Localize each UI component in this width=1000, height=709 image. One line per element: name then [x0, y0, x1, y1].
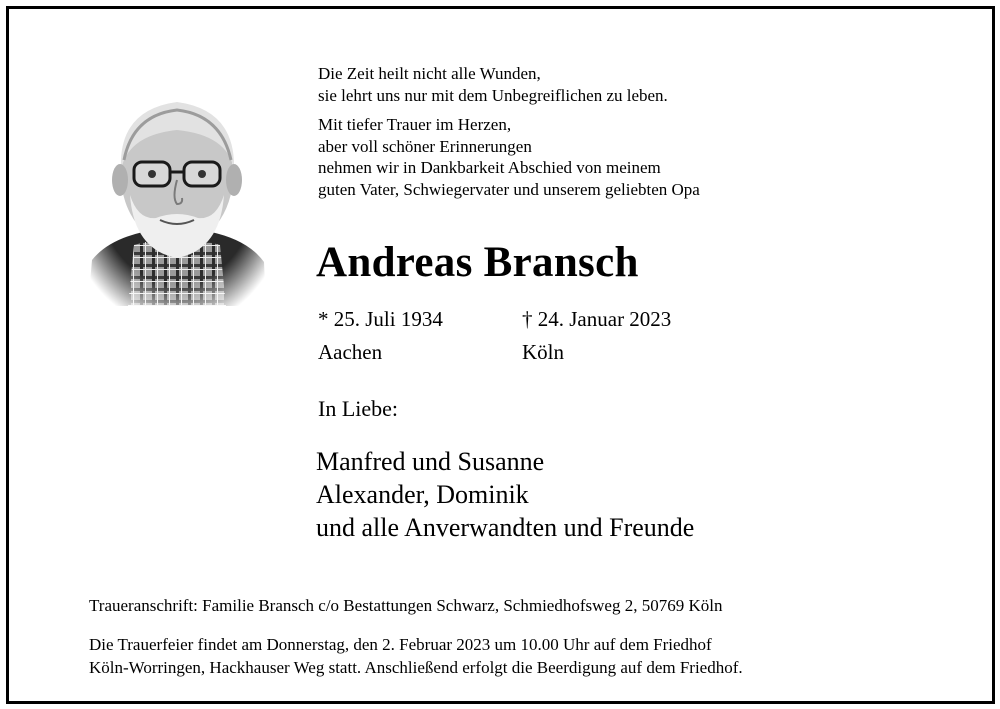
ceremony-line: Köln-Worringen, Hackhauser Weg statt. Anschließend erfolgt die Beerdigung auf dem Friedhof. [89, 658, 743, 677]
poem-line: aber voll schöner Erinnerungen [318, 136, 532, 156]
mourners-label: In Liebe: [318, 396, 399, 421]
mourner-line: und alle Anverwandten und Freunde [316, 513, 695, 542]
memorial-poem [318, 63, 700, 200]
places-row [318, 336, 671, 369]
death-date: † 24. Januar 2023 [522, 307, 672, 331]
poem-stanza-2 [318, 114, 700, 200]
portrait-photo [88, 80, 266, 306]
birth-date: * 25. Juli 1934 [318, 307, 443, 331]
deceased-name: Andreas Bransch [316, 239, 639, 286]
ceremony-line: Die Trauerfeier findet am Donnerstag, den 2. Februar 2023 um 10.00 Uhr auf dem Friedhof [89, 635, 712, 654]
ceremony-info [89, 633, 743, 679]
poem-stanza-1 [318, 63, 700, 106]
poem-line: guten Vater, Schwiegervater und unserem geliebten Opa [318, 179, 700, 199]
dates-row [318, 303, 671, 336]
mourner-line: Alexander, Dominik [316, 480, 529, 509]
death-place: Köln [522, 340, 564, 364]
poem-line: nehmen wir in Dankbarkeit Abschied von meinem [318, 158, 661, 177]
life-dates [318, 303, 671, 369]
poem-line: sie lehrt uns nur mit dem Unbegreiflichen zu leben. [318, 85, 668, 105]
poem-line: Mit tiefer Trauer im Herzen, [318, 115, 512, 134]
mourner-line: Manfred und Susanne [316, 447, 545, 476]
poem-line: Die Zeit heilt nicht alle Wunden, [318, 64, 541, 83]
birth-place: Aachen [318, 340, 383, 364]
mourning-address: Traueranschrift: Familie Bransch c/o Bestattungen Schwarz, Schmiedhofsweg 2, 50769 Köln [89, 596, 723, 615]
mourners-list [316, 445, 694, 544]
